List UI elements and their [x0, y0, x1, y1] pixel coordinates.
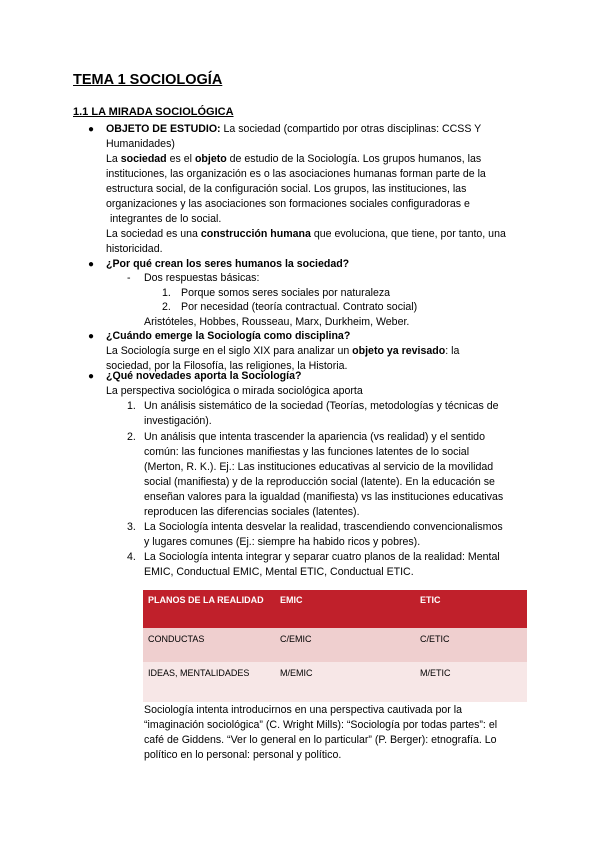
- table-header: ETIC: [415, 590, 527, 628]
- question-heading: ¿Cuándo emerge la Sociología como disciplina?: [106, 330, 351, 342]
- objeto-line-7: integrantes de lo social.: [110, 213, 222, 225]
- table-header: PLANOS DE LA REALIDAD: [143, 590, 275, 628]
- list-number: 4.: [127, 551, 136, 563]
- list-item-line: común: las funciones manifiestas y las funciones latentes de lo social: [144, 446, 470, 458]
- q3-intro: La perspectiva sociológica o mirada sociológica aporta: [106, 385, 363, 397]
- closing-line: político en lo personal: personal y político.: [144, 749, 342, 761]
- list-item-line: Un análisis que intenta trascender la apariencia (vs realidad) y el sentido: [144, 431, 485, 443]
- planos-table: [143, 590, 527, 702]
- table-header: EMIC: [275, 590, 415, 628]
- closing-line: café de Giddens. “Ver lo general en lo particular” (P. Berger): etnografía. Lo: [144, 734, 497, 746]
- list-item-line: enseñan valores para la igualdad (manifiesta) vs las instituciones educativas: [144, 491, 504, 503]
- question-heading: ¿Por qué crean los seres humanos la sociedad?: [106, 258, 350, 270]
- objeto-line-5: estructura social, de la configuración social. Los grupos, las instituciones, las: [106, 183, 467, 195]
- list-item-line: La Sociología intenta integrar y separar cuatro planos de la realidad: Mental: [144, 551, 500, 563]
- list-item: Porque somos seres sociales por naturaleza: [181, 287, 391, 299]
- table-row: [143, 628, 527, 662]
- list-number: 1.: [162, 287, 171, 299]
- list-number: 3.: [127, 521, 136, 533]
- bullet-icon: ●: [88, 124, 95, 135]
- bullet-icon: ●: [88, 331, 95, 342]
- objeto-line-3: La sociedad es el objeto de estudio de la Sociología. Los grupos humanos, las: [106, 153, 482, 165]
- list-item: Por necesidad (teoría contractual. Contrato social): [181, 301, 418, 313]
- table-row: [143, 662, 527, 702]
- q1-sub: Dos respuestas básicas:: [144, 272, 260, 284]
- section-heading: 1.1 LA MIRADA SOCIOLÓGICA: [73, 106, 234, 118]
- list-item-line: investigación).: [144, 415, 212, 427]
- objeto-line-4: instituciones, las organización es o las asociaciones humanas forman parte de la: [106, 168, 486, 180]
- list-item-line: social (manifiesta) y de la reproducción social (latente). En la educación se: [144, 476, 495, 488]
- q2-line-1: La Sociología surge en el siglo XIX para analizar un objeto ya revisado: la: [106, 345, 460, 357]
- objeto-line-9: historicidad.: [106, 243, 163, 255]
- list-number: 2.: [162, 301, 171, 313]
- dash-marker: -: [127, 272, 131, 284]
- objeto-line-1: OBJETO DE ESTUDIO: La sociedad (compartido por otras disciplinas: CCSS Y: [106, 123, 482, 135]
- list-item-line: EMIC, Conductual EMIC, Mental ETIC, Conductual ETIC.: [144, 566, 414, 578]
- table-cell: M/EMIC: [275, 662, 415, 702]
- table-cell: C/EMIC: [275, 628, 415, 662]
- closing-line: Sociología intenta introducirnos en una perspectiva cautivada por la: [144, 704, 463, 716]
- list-item-line: reproducen las diferencias sociales (latentes).: [144, 506, 360, 518]
- list-item-line: Un análisis sistemático de la sociedad (Teorías, metodologías y técnicas de: [144, 400, 499, 412]
- list-number: 1.: [127, 400, 136, 412]
- list-item-line: (Merton, R. K.). Ej.: Las instituciones educativas al servicio de la movilidad: [144, 461, 494, 473]
- table-cell: IDEAS, MENTALIDADES: [143, 662, 275, 702]
- bullet-icon: ●: [88, 371, 95, 382]
- table-cell: M/ETIC: [415, 662, 527, 702]
- objeto-line-6: organizaciones y las asociaciones son formaciones sociales configuradoras e: [106, 198, 470, 210]
- table-cell: C/ETIC: [415, 628, 527, 662]
- q2-line-2: sociedad, por la Filosofía, las religiones, la Historia.: [106, 360, 348, 372]
- closing-line: “imaginación sociológica” (C. Wright Mills): “Sociología por todas partes”: el: [144, 719, 498, 731]
- objeto-line-2: Humanidades): [106, 138, 175, 150]
- list-item-line: y lugares comunes (Ej.: siempre ha habido ricos y pobres).: [144, 536, 421, 548]
- list-item-line: La Sociología intenta desvelar la realidad, trascendiendo convencionalismos: [144, 521, 503, 533]
- table-header-row: [143, 590, 527, 628]
- table-cell: CONDUCTAS: [143, 628, 275, 662]
- page-title: TEMA 1 SOCIOLOGÍA: [73, 72, 223, 88]
- question-heading: ¿Qué novedades aporta la Sociología?: [106, 370, 302, 382]
- bullet-icon: ●: [88, 259, 95, 270]
- list-number: 2.: [127, 431, 136, 443]
- objeto-line-8: La sociedad es una construcción humana que evoluciona, que tiene, por tanto, una: [106, 228, 506, 240]
- authors-line: Aristóteles, Hobbes, Rousseau, Marx, Durkheim, Weber.: [144, 316, 410, 328]
